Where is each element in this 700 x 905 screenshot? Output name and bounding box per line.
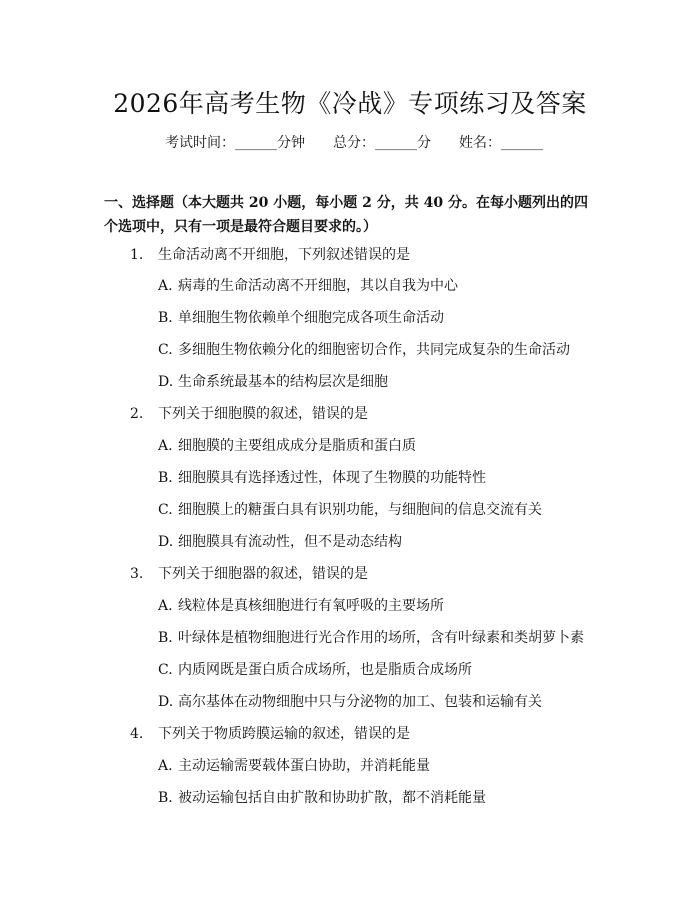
- question-stem: 下列关于细胞膜的叙述，错误的是: [158, 406, 368, 422]
- option-3d: [158, 691, 542, 711]
- option-letter: A.: [158, 758, 173, 774]
- question-number: 3.: [130, 566, 144, 582]
- option-letter: C.: [158, 502, 173, 518]
- option-letter: B.: [158, 630, 173, 646]
- option-text: 线粒体是真核细胞进行有氧呼吸的主要场所: [178, 598, 444, 614]
- option-text: 高尔基体在动物细胞中只与分泌物的加工、包装和运输有关: [178, 694, 542, 710]
- question-3: [130, 563, 368, 583]
- option-text: 细胞膜具有流动性，但不是动态结构: [178, 534, 402, 550]
- option-text: 被动运输包括自由扩散和协助扩散，都不消耗能量: [178, 790, 486, 806]
- option-3c: [158, 659, 472, 679]
- option-1b: [158, 307, 444, 327]
- section-heading: 一、选择题（本大题共 20 小题，每小题 2 分，共 40 分。在每小题列出的四个选项中，只有一项是最符合题目要求的。）: [104, 195, 588, 235]
- option-letter: C.: [158, 342, 173, 358]
- question-2: [130, 403, 368, 423]
- option-2d: [158, 531, 402, 551]
- option-3a: [158, 595, 444, 615]
- option-text: 细胞膜上的糖蛋白具有识别功能，与细胞间的信息交流有关: [178, 502, 542, 518]
- option-letter: A.: [158, 438, 173, 454]
- option-1a: [158, 275, 458, 295]
- total-score-field: 总分：______分: [333, 135, 431, 151]
- option-text: 多细胞生物依赖分化的细胞密切合作，共同完成复杂的生命活动: [178, 342, 570, 358]
- option-letter: D.: [158, 374, 174, 390]
- option-text: 细胞膜具有选择透过性，体现了生物膜的功能特性: [178, 470, 486, 486]
- option-1c: [158, 339, 570, 359]
- question-number: 2.: [130, 406, 144, 422]
- question-stem: 下列关于物质跨膜运输的叙述，错误的是: [158, 726, 410, 742]
- option-4b: [158, 787, 486, 807]
- option-2c: [158, 499, 542, 519]
- question-number: 1.: [130, 247, 144, 263]
- student-name-field: 姓名：______: [459, 135, 543, 151]
- option-letter: B.: [158, 470, 173, 486]
- option-text: 主动运输需要载体蛋白协助，并消耗能量: [178, 758, 430, 774]
- exam-time-field: 考试时间：______分钟: [165, 135, 305, 151]
- option-4a: [158, 755, 430, 775]
- option-2b: [158, 467, 486, 487]
- option-letter: D.: [158, 534, 174, 550]
- question-1: [130, 244, 410, 264]
- question-stem: 生命活动离不开细胞，下列叙述错误的是: [158, 247, 410, 263]
- option-3b: [158, 627, 584, 647]
- option-text: 叶绿体是植物细胞进行光合作用的场所，含有叶绿素和类胡萝卜素: [178, 630, 584, 646]
- exam-meta: [165, 132, 543, 152]
- question-number: 4.: [130, 726, 144, 742]
- option-text: 单细胞生物依赖单个细胞完成各项生命活动: [178, 310, 444, 326]
- option-text: 内质网既是蛋白质合成场所，也是脂质合成场所: [178, 662, 472, 678]
- option-text: 细胞膜的主要组成成分是脂质和蛋白质: [178, 438, 416, 454]
- page-title: 2026年高考生物《冷战》专项练习及答案: [113, 89, 587, 118]
- option-letter: A.: [158, 278, 173, 294]
- option-letter: B.: [158, 790, 173, 806]
- option-2a: [158, 435, 416, 455]
- option-text: 生命系统最基本的结构层次是细胞: [178, 374, 388, 390]
- option-letter: B.: [158, 310, 173, 326]
- option-letter: D.: [158, 694, 174, 710]
- option-1d: [158, 371, 388, 391]
- option-letter: A.: [158, 598, 173, 614]
- question-stem: 下列关于细胞器的叙述，错误的是: [158, 566, 368, 582]
- option-text: 病毒的生命活动离不开细胞，其以自我为中心: [178, 278, 458, 294]
- question-4: [130, 723, 410, 743]
- option-letter: C.: [158, 662, 173, 678]
